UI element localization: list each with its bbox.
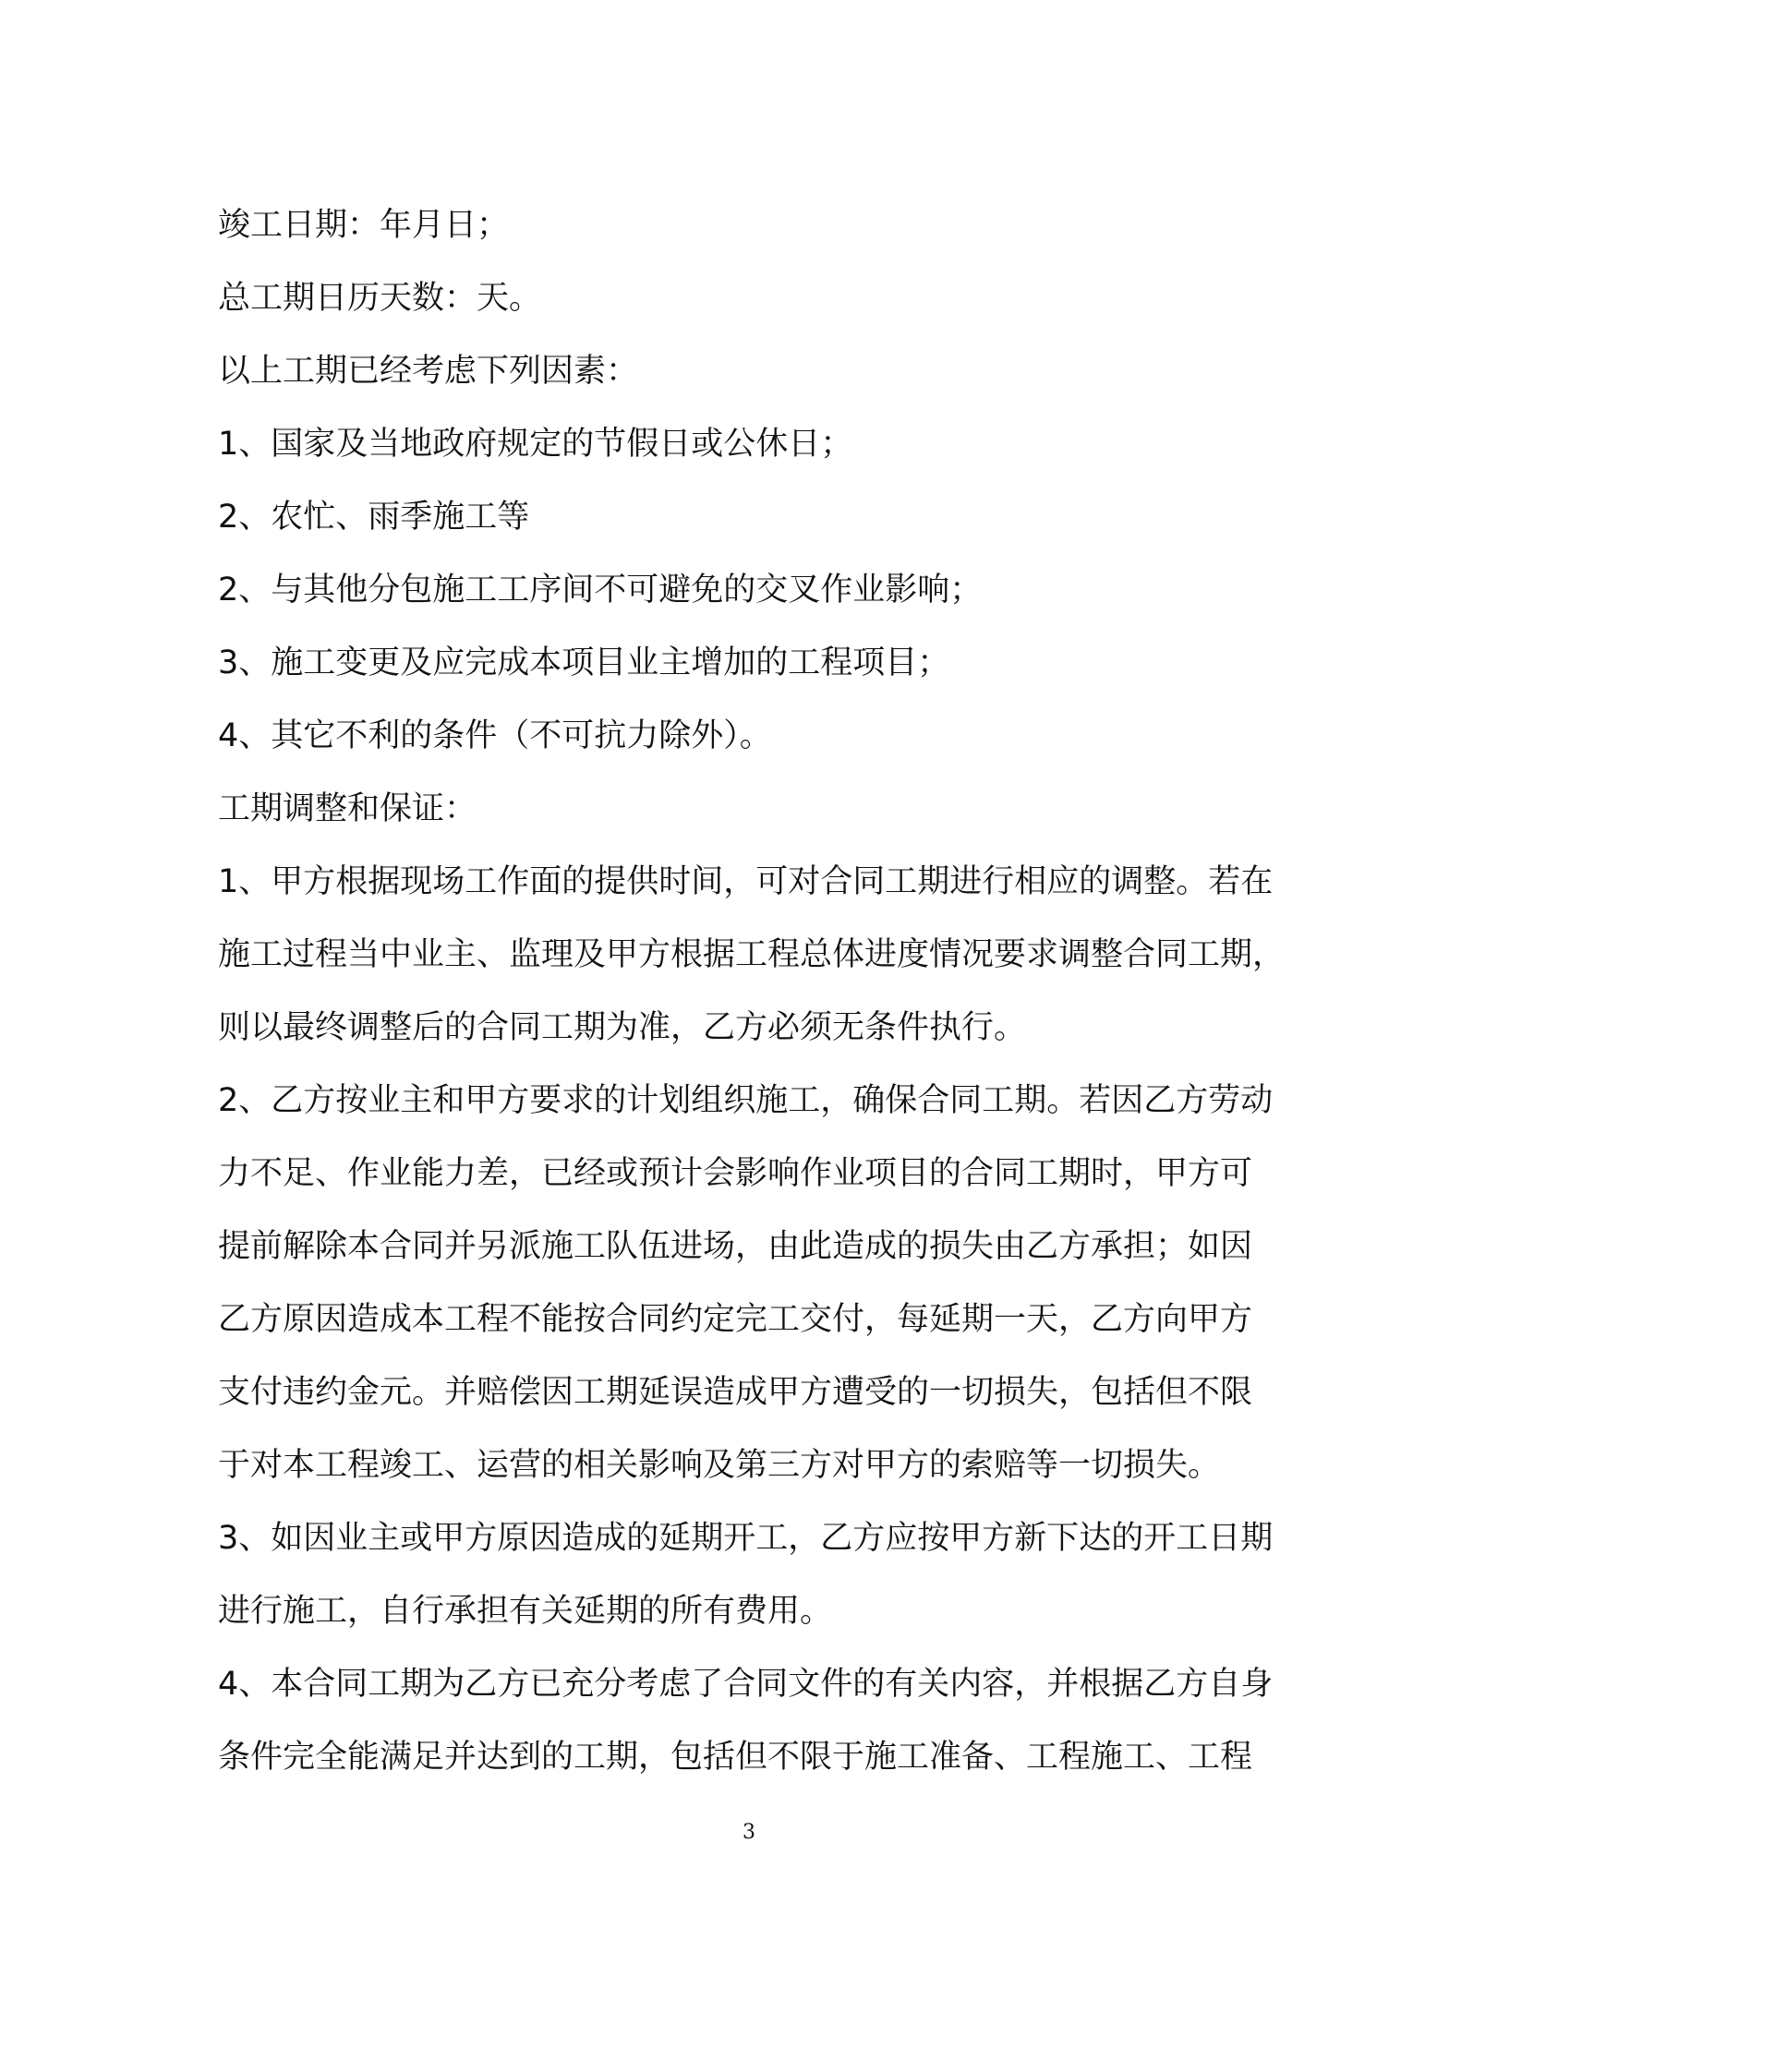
text-line: 施工过程当中业主、监理及甲方根据工程总体进度情况要求调整合同工期，: [218, 936, 1286, 973]
text-line: 条件完全能满足并达到的工期，包括但不限于施工准备、工程施工、工程: [218, 1739, 1253, 1776]
text-line: 3、如因业主或甲方原因造成的延期开工，乙方应按甲方新下达的开工日期: [218, 1520, 1274, 1557]
document-body: [218, 189, 1289, 1794]
text-line: 4、其它不利的条件（不可抗力除外）。: [218, 717, 772, 754]
text-line: 则以最终调整后的合同工期为准，乙方必须无条件执行。: [218, 1009, 1027, 1046]
text-line: 竣工日期：年月日；: [218, 207, 510, 244]
text-line: 力不足、作业能力差，已经或预计会影响作业项目的合同工期时，甲方可: [218, 1155, 1253, 1192]
text-line: 3、施工变更及应完成本项目业主增加的工程项目；: [218, 644, 950, 681]
text-line: 工期调整和保证：: [218, 790, 477, 827]
text-line: 以上工期已经考虑下列因素：: [218, 353, 639, 390]
text-line: 1、国家及当地政府规定的节假日或公休日；: [218, 426, 853, 463]
text-line: 总工期日历天数：天。: [218, 280, 542, 317]
text-line: 2、农忙、雨季施工等: [218, 499, 530, 536]
text-line: 4、本合同工期为乙方已充分考虑了合同文件的有关内容，并根据乙方自身: [218, 1666, 1274, 1703]
text-line: 提前解除本合同并另派施工队伍进场，由此造成的损失由乙方承担；如因: [218, 1228, 1253, 1265]
text-line: 于对本工程竣工、运营的相关影响及第三方对甲方的索赔等一切损失。: [218, 1447, 1221, 1484]
page-number: 3: [743, 1821, 755, 1844]
text-line: 支付违约金元。并赔偿因工期延误造成甲方遭受的一切损失，包括但不限: [218, 1374, 1253, 1411]
text-line: 1、甲方根据现场工作面的提供时间，可对合同工期进行相应的调整。若在: [218, 863, 1274, 900]
text-line: 乙方原因造成本工程不能按合同约定完工交付，每延期一天，乙方向甲方: [218, 1301, 1253, 1338]
text-line: 进行施工，自行承担有关延期的所有费用。: [218, 1593, 833, 1630]
text-line: 2、与其他分包施工工序间不可避免的交叉作业影响；: [218, 572, 983, 608]
text-line: 2、乙方按业主和甲方要求的计划组织施工，确保合同工期。若因乙方劳动: [218, 1082, 1274, 1119]
